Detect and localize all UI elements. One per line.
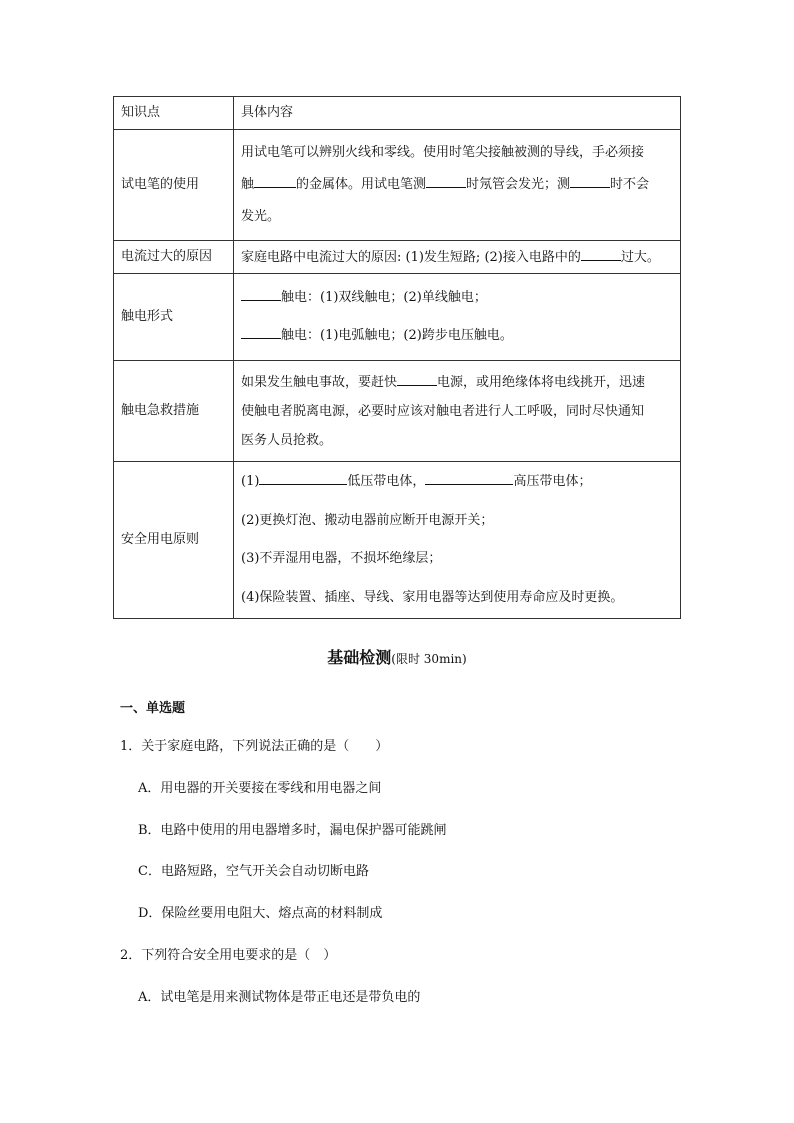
row-label-overcurrent: 电流过大的原因 (114, 241, 234, 274)
row-content-first-aid (234, 361, 681, 462)
table-row (114, 241, 681, 274)
text-line: 使触电者脱离电源，必要时应该对触电者进行人工呼吸，同时尽快通知 (241, 403, 645, 419)
text-line: (3)不弄湿用电器，不损坏绝缘层； (241, 551, 442, 566)
text-line: 触 的金属体。用试电笔测 时氖管会发光；测 时不会 (241, 169, 673, 201)
table-row (114, 462, 681, 619)
question-stem: 1．关于家庭电路，下列说法正确的是（ ） (120, 739, 389, 754)
fill-blank (241, 286, 281, 301)
fill-blank (259, 470, 347, 485)
fill-blank (241, 324, 281, 339)
text-line: 用试电笔可以辨别火线和零线。使用时笔尖接触被测的导线，手必须接 (241, 145, 645, 160)
fill-blank (570, 173, 610, 188)
table-header-row (114, 97, 681, 130)
row-label-test-pen: 试电笔的使用 (114, 130, 234, 241)
row-label-shock-forms: 触电形式 (114, 274, 234, 361)
text-line: (2)更换灯泡、搬动电器前应断开电源开关； (241, 512, 494, 528)
table-row (114, 130, 681, 241)
option-b: B．电路中使用的用电器增多时，漏电保护器可能跳闸 (138, 823, 447, 838)
row-content-overcurrent: 家庭电路中电流过大的原因: (1)发生短路; (2)接入电路中的 过大。 (234, 241, 681, 274)
option-c: C．电路短路，空气开关会自动切断电路 (138, 864, 369, 879)
text-line: (1) 低压带电体， 高压带电体； (241, 463, 673, 502)
row-label-safety-principles: 安全用电原则 (114, 462, 234, 619)
fill-blank (426, 173, 466, 188)
fill-blank (425, 470, 513, 485)
fill-blank (397, 371, 437, 386)
text-line: (4)保险装置、插座、导线、家用电器等达到使用寿命应及时更换。 (241, 589, 624, 605)
option-a: A．试电笔是用来测试物体是带正电还是带负电的 (138, 990, 421, 1005)
part-heading: 一、单选题 (120, 701, 186, 716)
text-line: 触电：(1)双线触电；(2)单线触电； (241, 279, 673, 318)
knowledge-table (113, 96, 681, 619)
text-line: 触电：(1)电弧触电；(2)跨步电压触电。 (241, 317, 673, 356)
option-a: A．用电器的开关要接在零线和用电器之间 (138, 781, 382, 796)
text-line: 医务人员抢救。 (241, 432, 333, 448)
section-subtitle: (限时 30min) (391, 652, 467, 666)
text-line: 如果发生触电事故，要赶快 电源，或用绝缘体将电线挑开，迅速 (241, 368, 673, 397)
header-knowledge-point: 知识点 (114, 97, 234, 130)
header-content: 具体内容 (234, 97, 681, 130)
row-content-test-pen (234, 130, 681, 241)
table-row (114, 274, 681, 361)
fill-blank (254, 173, 296, 188)
text-line: 发光。 (241, 209, 281, 224)
table-row (114, 361, 681, 462)
option-d: D．保险丝要用电阻大、熔点高的材料制成 (138, 906, 383, 921)
row-label-first-aid: 触电急救措施 (114, 361, 234, 462)
row-content-shock-forms (234, 274, 681, 361)
row-content-safety-principles (234, 462, 681, 619)
fill-blank (581, 246, 621, 261)
question-stem: 2．下列符合安全用电要求的是（ ） (120, 948, 337, 963)
section-title: 基础检测(限时 30min) (327, 648, 467, 667)
